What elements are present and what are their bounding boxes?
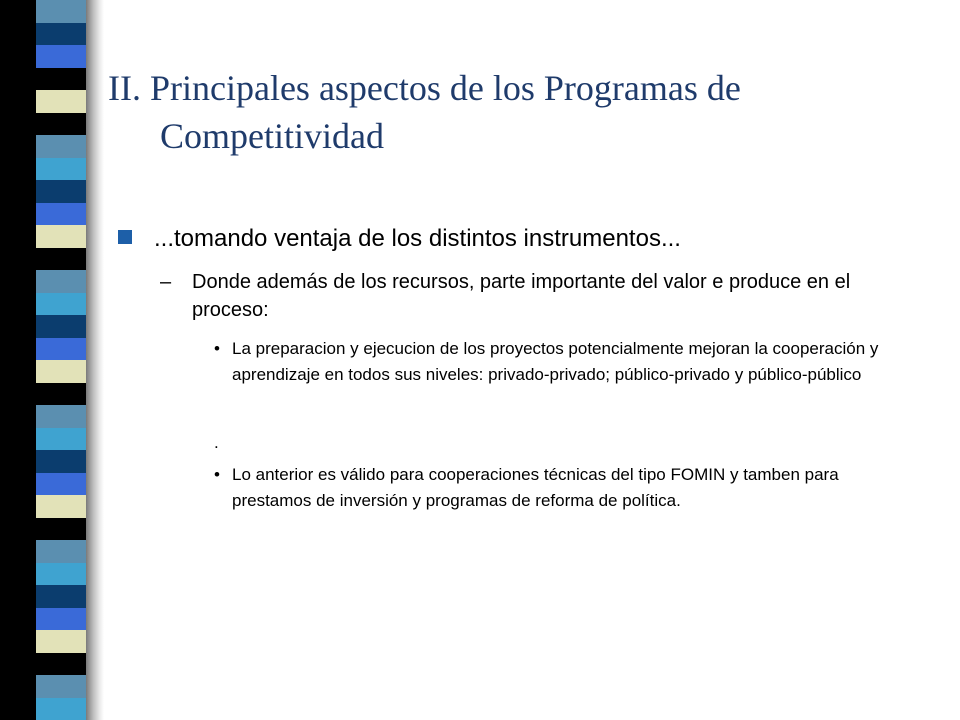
list-item-dot-text: . (214, 433, 219, 452)
stripe-segment (36, 113, 88, 136)
stripe-segment (36, 495, 88, 518)
stripe-segment (36, 315, 88, 338)
stripe-segment (36, 405, 88, 428)
stripe-segment (36, 608, 88, 631)
bullet-main-text: ...tomando ventaja de los distintos instrumentos... (154, 225, 681, 252)
stripe-segment (36, 450, 88, 473)
stripe-segment (36, 653, 88, 676)
stripe-segment (36, 698, 88, 720)
stripe-left-edge (0, 0, 36, 720)
stripe-segment (36, 540, 88, 563)
stripe-segment (36, 293, 88, 316)
slide-title (108, 64, 928, 160)
stripe-segment (36, 180, 88, 203)
stripe-segment (36, 383, 88, 406)
stripe-segment (36, 225, 88, 248)
stripe-segment (36, 203, 88, 226)
stripe-segment (36, 23, 88, 46)
square-bullet-icon (118, 230, 132, 244)
decorative-stripe-bar (0, 0, 94, 720)
stripe-segment (36, 158, 88, 181)
stripe-shadow (86, 0, 104, 720)
sub-bullet-text: Donde además de los recursos, parte importante del valor e produce en el proceso: (192, 271, 851, 321)
stripe-segment (36, 90, 88, 113)
stripe-segment (36, 45, 88, 68)
dash-bullet-icon: – (160, 271, 172, 293)
stripe-segment (36, 0, 88, 23)
stripe-segment (36, 473, 88, 496)
title-line-1: II. Principales aspectos de los Programas de (108, 68, 741, 108)
stripe-segment (36, 563, 88, 586)
list-item-text: La preparacion y ejecucion de los proyectos potencialmente mejoran la cooperación y aprendizaje en todos sus niveles: privado-privado; público-privado y público-público (232, 339, 879, 384)
stripe-segment (36, 270, 88, 293)
stripe-segment (36, 585, 88, 608)
stripe-segment (36, 135, 88, 158)
stripe-segment (36, 360, 88, 383)
stripe-segment (36, 630, 88, 653)
list-item-text: Lo anterior es válido para cooperaciones técnicas del tipo FOMIN y tamben para prestamos de inversión y programas de reforma de política. (232, 465, 839, 510)
bullet-icon: • (214, 339, 220, 358)
stripe-segment (36, 248, 88, 271)
stripe-segment (36, 428, 88, 451)
stripe-segment (36, 338, 88, 361)
stripe-segment (36, 675, 88, 698)
bullet-icon: • (214, 465, 220, 484)
stripe-segment (36, 68, 88, 91)
title-line-2: Competitividad (160, 116, 384, 156)
stripe-segment (36, 518, 88, 541)
stripe-column (0, 0, 88, 720)
